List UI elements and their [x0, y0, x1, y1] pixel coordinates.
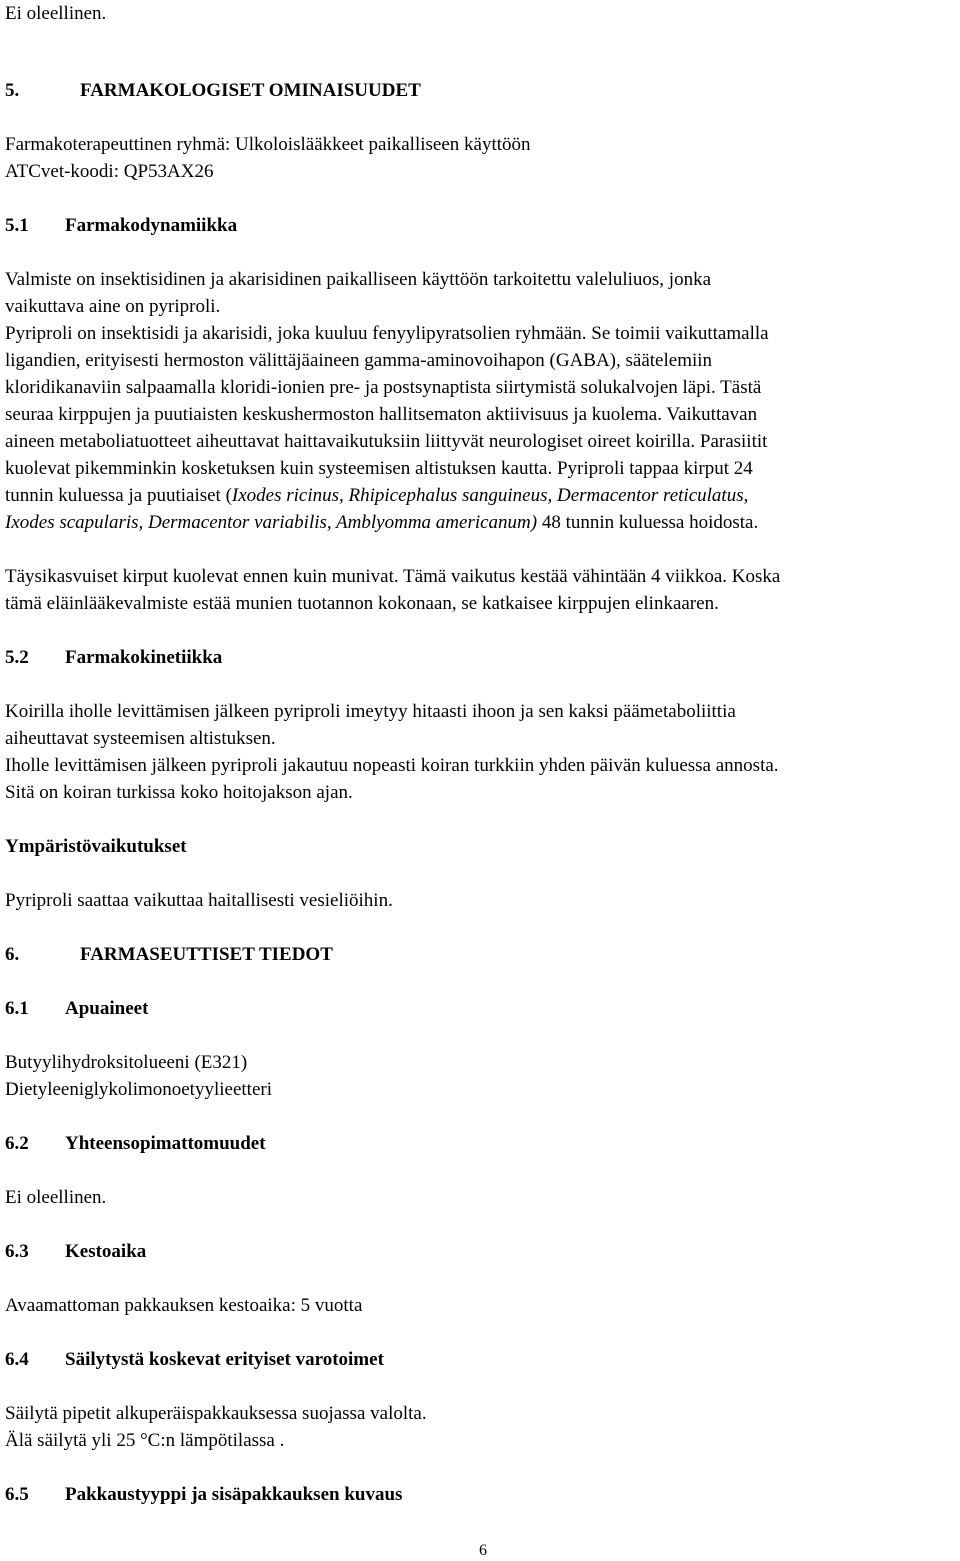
- species-list-italic: Ixodes ricinus, Rhipicephalus sanguineus, Dermacentor reticulatus,: [231, 485, 749, 506]
- pd-line-4: ligandien, erityisesti hermoston välittäjäaineen gamma-aminovoihapon (GABA), säätelemiin: [5, 350, 713, 371]
- environment-heading: Ympäristövaikutukset: [5, 836, 187, 857]
- section-5-1-heading: [5, 212, 237, 239]
- pd-line-5: kloridikanaviin salpaamalla kloridi-ionien pre- ja postsynaptista siirtymistä solukalvojen läpi. Tästä: [5, 377, 762, 398]
- section-number: 6.: [5, 944, 20, 965]
- atc-code: ATCvet-koodi: QP53AX26: [5, 161, 214, 182]
- pd-line-3: Pyriproli on insektisidi ja akarisidi, joka kuuluu fenyylipyratsolien ryhmään. Se toimii vaikuttamalla: [5, 323, 769, 344]
- incompatibilities-text: Ei oleellinen.: [5, 1187, 107, 1208]
- section-title: Farmakokinetiikka: [65, 647, 223, 668]
- section-title: Apuaineet: [65, 998, 149, 1019]
- section-title: Kestoaika: [65, 1241, 147, 1262]
- pd-line-9-text: tunnin kuluessa ja puutiaiset (: [5, 485, 232, 506]
- pk-line-2: aiheuttavat systeemisen altistuksen.: [5, 728, 276, 749]
- section-6-1-heading: [5, 995, 148, 1022]
- section-title: Yhteensopimattomuudet: [65, 1133, 266, 1154]
- section-number: 6.5: [5, 1484, 29, 1505]
- pk-line-4: Sitä on koiran turkissa koko hoitojakson ajan.: [5, 782, 353, 803]
- environment-text: Pyriproli saattaa vaikuttaa haitallisesti vesieliöihin.: [5, 890, 393, 911]
- pd-line-7: aineen metaboliatuotteet aiheuttavat haittavaikutuksiin liittyvät neurologiset oireet koirilla. Parasiitit: [5, 431, 768, 452]
- section-number: 5.1: [5, 215, 29, 236]
- section-5-2-heading: [5, 644, 222, 671]
- section-title: FARMAKOLOGISET OMINAISUUDET: [80, 80, 421, 101]
- section-title: Pakkaustyyppi ja sisäpakkauksen kuvaus: [65, 1484, 403, 1505]
- excipient-2: Dietyleeniglykolimonoetyylieetteri: [5, 1079, 272, 1100]
- pd-line-8: kuolevat pikemminkin kosketuksen kuin systeemisen altistuksen kautta. Pyriproli tappaa kirput 24: [5, 458, 753, 479]
- pd-line-9: [5, 482, 748, 509]
- section-title: Säilytystä koskevat erityiset varotoimet: [65, 1349, 384, 1370]
- therapeutic-group: Farmakoterapeuttinen ryhmä: Ulkoloislääkkeet paikalliseen käyttöön: [5, 134, 531, 155]
- section-5-heading: [5, 77, 421, 104]
- section-number: 6.3: [5, 1241, 29, 1262]
- species-list-italic-2: Ixodes scapularis, Dermacentor variabilis, Amblyomma americanum): [5, 512, 538, 533]
- pd-line-10-text: 48 tunnin kuluessa hoidosta.: [537, 512, 759, 533]
- section-title: Farmakodynamiikka: [65, 215, 238, 236]
- section-title: FARMASEUTTISET TIEDOT: [80, 944, 333, 965]
- section-6-4-heading: [5, 1346, 384, 1373]
- pd-line-11: Täysikasvuiset kirput kuolevat ennen kuin munivat. Tämä vaikutus kestää vähintään 4 viikkoa. Koska: [5, 566, 781, 587]
- pk-line-3: Iholle levittämisen jälkeen pyriproli jakautuu nopeasti koiran turkkiin yhden päivän kuluessa annosta.: [5, 755, 779, 776]
- section-number: 6.1: [5, 998, 29, 1019]
- section-6-2-heading: [5, 1130, 266, 1157]
- top-text: Ei oleellinen.: [5, 3, 107, 24]
- section-6-5-heading: [5, 1481, 402, 1508]
- section-number: 5.2: [5, 647, 29, 668]
- pk-line-1: Koirilla iholle levittämisen jälkeen pyriproli imeytyy hitaasti ihoon ja sen kaksi päämetaboliittia: [5, 701, 736, 722]
- section-number: 5.: [5, 80, 20, 101]
- page-number: 6: [479, 1542, 487, 1559]
- pd-line-6: seuraa kirppujen ja puutiaisten keskushermoston hallitsematon aktiivisuus ja kuolema. Vaikuttavan: [5, 404, 758, 425]
- excipient-1: Butyylihydroksitolueeni (E321): [5, 1052, 248, 1073]
- section-6-3-heading: [5, 1238, 146, 1265]
- section-6-heading: [5, 941, 333, 968]
- pd-line-1: Valmiste on insektisidinen ja akarisidinen paikalliseen käyttöön tarkoitettu valeluliuos, jonka: [5, 269, 712, 290]
- pd-line-10: [5, 509, 758, 536]
- section-number: 6.2: [5, 1133, 29, 1154]
- storage-line-1: Säilytä pipetit alkuperäispakkauksessa suojassa valolta.: [5, 1403, 427, 1424]
- pd-line-2: vaikuttava aine on pyriproli.: [5, 296, 221, 317]
- shelf-life-text: Avaamattoman pakkauksen kestoaika: 5 vuotta: [5, 1295, 363, 1316]
- section-number: 6.4: [5, 1349, 29, 1370]
- storage-line-2: Älä säilytä yli 25 °C:n lämpötilassa .: [5, 1430, 285, 1451]
- pd-line-12: tämä eläinlääkevalmiste estää munien tuotannon kokonaan, se katkaisee kirppujen elinkaaren.: [5, 593, 719, 614]
